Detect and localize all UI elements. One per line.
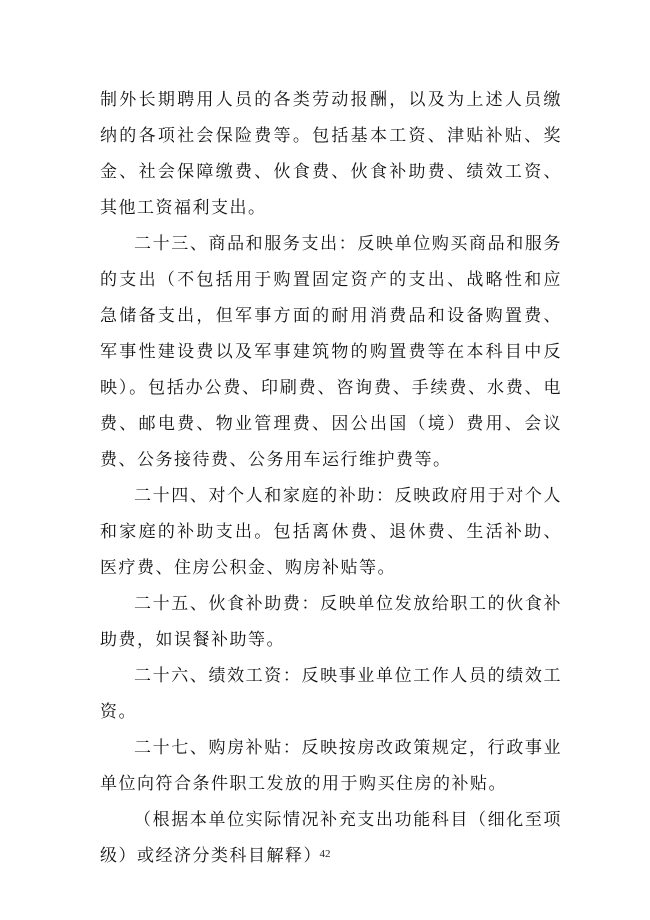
page-number: 42 [319,848,331,860]
paragraph-household-subsidy: 二十四、对个人和家庭的补助：反映政府用于对个人和家庭的补助支出。包括离休费、退休费、生活补助、医疗费、住房公积金、购房补贴等。 [100,486,562,578]
paragraph-note: （根据本单位实际情况补充支出功能科目（细化至项级）或经济分类科目解释） [100,810,562,866]
paragraph-performance-pay: 二十六、绩效工资：反映事业单位工作人员的绩效工资。 [100,666,562,722]
paragraph-meal-subsidy: 二十五、伙食补助费：反映单位发放给职工的伙食补助费，如误餐补助等。 [100,594,562,650]
paragraph-housing-subsidy: 二十七、购房补贴：反映按房改政策规定，行政事业单位向符合条件职工发放的用于购买住房的补贴。 [100,738,562,794]
paragraph-goods-services: 二十三、商品和服务支出：反映单位购买商品和服务的支出（不包括用于购置固定资产的支出、战略性和应急储备支出，但军事方面的耐用消费品和设备购置费、军事性建设费以及军事建筑物的购置费等在本科目中反映）。包括办公费、印刷费、咨询费、手续费、水费、电费、邮电费、物业管理费、因公出国（境）费用、会议费、公务接待费、公务用车运行维护费等。 [100,234,562,470]
document-body [100,82,562,874]
paragraph-continuation: 制外长期聘用人员的各类劳动报酬，以及为上述人员缴纳的各项社会保险费等。包括基本工资、津贴补贴、奖金、社会保障缴费、伙食费、伙食补助费、绩效工资、其他工资福利支出。 [100,90,562,218]
